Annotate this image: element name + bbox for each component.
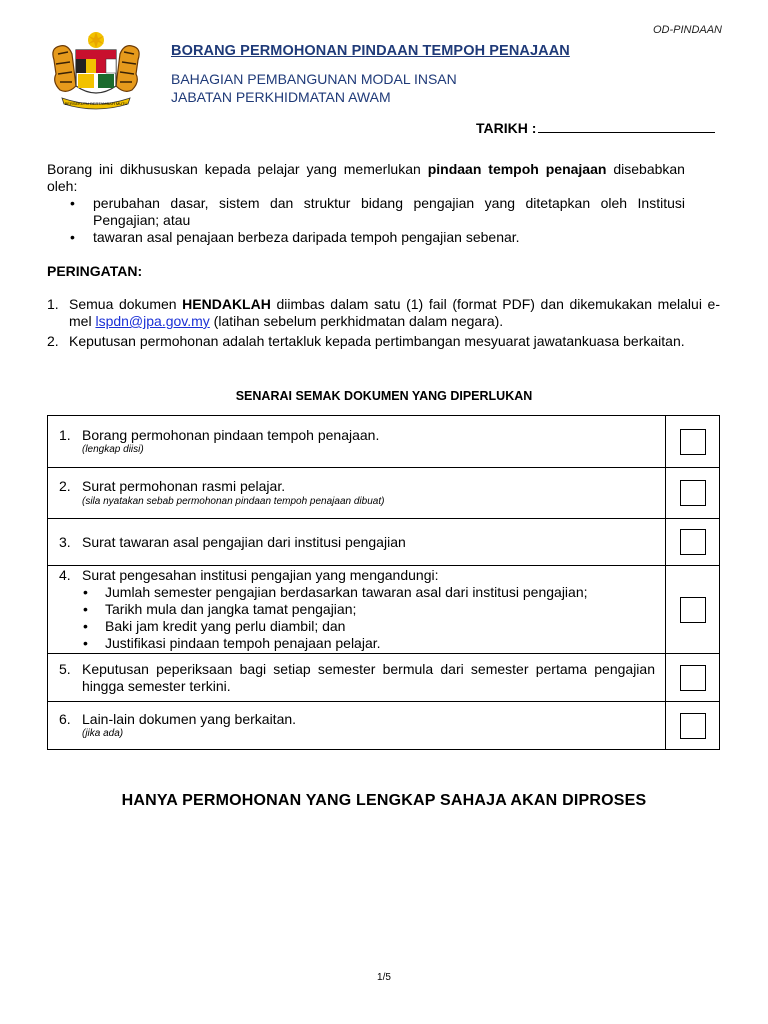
table-row (48, 566, 720, 654)
intro-bold-text: pindaan tempoh penajaan (427, 161, 607, 177)
list-item-text: Jumlah semester pengajian berdasarkan tawaran asal dari institusi pengajian; (105, 583, 588, 600)
department-name: BAHAGIAN PEMBANGUNAN MODAL INSAN (171, 71, 457, 87)
list-item (70, 229, 685, 246)
warning-text: (latihan sebelum perkhidmatan dalam negara). (209, 313, 504, 329)
checklist-table (47, 415, 720, 750)
checklist-item (48, 702, 666, 750)
list-item-text: Tarikh mula dan jangka tamat pengajian; (105, 600, 357, 617)
title-block (171, 43, 570, 106)
bullet-icon: • (83, 583, 88, 600)
checkbox-icon[interactable] (680, 665, 706, 691)
item-text: Surat tawaran asal pengajian dari institusi pengajian (82, 533, 406, 550)
item-text: Surat permohonan rasmi pelajar. (82, 478, 286, 495)
bullet-icon: • (83, 617, 88, 634)
item-number: 6. (59, 710, 71, 727)
item-text: Borang permohonan pindaan tempoh penajaan. (82, 426, 380, 443)
table-row (48, 702, 720, 750)
checklist-item (48, 654, 666, 702)
agency-name: JABATAN PERKHIDMATAN AWAM (171, 89, 391, 105)
item-number: 5. (59, 661, 71, 677)
completion-notice: HANYA PERMOHONAN YANG LENGKAP SAHAJA AKAN DIPROSES (121, 792, 647, 809)
table-row (48, 519, 720, 566)
list-item (83, 618, 655, 635)
list-item-text: Baki jam kredit yang perlu diambil; dan (105, 617, 346, 634)
item-note: (jika ada) (82, 728, 124, 740)
list-item (83, 601, 655, 618)
item-number: 4. (59, 567, 71, 584)
item-note: (lengkap diisi) (82, 444, 144, 456)
checklist-item (48, 519, 666, 566)
warning-item (47, 296, 720, 330)
warning-bold-text: HENDAKLAH (182, 296, 271, 312)
item-text: Surat pengesahan institusi pengajian yang mengandungi: (82, 567, 439, 584)
checklist-heading: SENARAI SEMAK DOKUMEN YANG DIPERLUKAN (235, 389, 533, 403)
checkbox-icon[interactable] (680, 529, 706, 555)
item-number: 1. (47, 296, 59, 312)
date-input-line[interactable] (538, 118, 715, 133)
item-number: 3. (59, 533, 71, 550)
table-row (48, 468, 720, 519)
checkbox-cell (666, 468, 720, 519)
item-number: 2. (47, 333, 59, 349)
warning-heading: PERINGATAN: (47, 263, 143, 279)
warning-text: diimbas dalam satu (1) fail (format PDF) dan dikemukakan melalui e-mel (69, 296, 720, 329)
intro-bullet-list (47, 195, 685, 246)
checkbox-cell (666, 702, 720, 750)
table-row (48, 416, 720, 468)
item-number: 1. (59, 426, 71, 443)
checkbox-icon[interactable] (680, 713, 706, 739)
checkbox-icon[interactable] (680, 597, 706, 623)
checklist-item (48, 468, 666, 519)
list-item (83, 635, 655, 652)
item-text: Lain-lain dokumen yang berkaitan. (82, 710, 297, 727)
warning-item (47, 333, 720, 350)
list-item (83, 584, 655, 601)
crest-motto: BERSEKUTU BERTAMBAH MUTU (64, 101, 128, 106)
list-item (70, 195, 685, 229)
checkbox-cell (666, 566, 720, 654)
bullet-icon: • (83, 634, 88, 651)
item-note: (sila nyatakan sebab permohonan pindaan tempoh penajaan dibuat) (82, 495, 385, 507)
checklist-item (48, 566, 666, 654)
document-code: OD-PINDAAN (652, 24, 722, 36)
table-row (48, 654, 720, 702)
warning-list (47, 296, 720, 350)
bullet-icon: • (70, 195, 75, 211)
checkbox-icon[interactable] (680, 429, 706, 455)
intro-paragraph (47, 161, 685, 246)
date-field[interactable] (476, 118, 715, 136)
sub-list (82, 584, 655, 652)
warning-text: Semua dokumen (69, 296, 183, 312)
email-link[interactable]: lspdn@jpa.gov.my (95, 313, 210, 329)
list-item-text: tawaran asal penajaan berbeza daripada tempoh pengajian sebenar. (93, 229, 520, 245)
malaysia-coat-of-arms-icon (46, 30, 146, 110)
checkbox-cell (666, 519, 720, 566)
checkbox-icon[interactable] (680, 480, 706, 506)
checkbox-cell (666, 416, 720, 468)
item-number: 2. (59, 478, 71, 495)
date-label: TARIKH : (476, 120, 537, 136)
item-text: Keputusan peperiksaan bagi setiap semester bermula dari semester pertama pengajian hingga semester terkini. (82, 661, 655, 694)
intro-text-end: disebabkan oleh: (47, 161, 685, 194)
bullet-icon: • (70, 229, 75, 245)
list-item-text: Justifikasi pindaan tempoh penajaan pelajar. (105, 634, 381, 651)
form-title: BORANG PERMOHONAN PINDAAN TEMPOH PENAJAAN (171, 43, 570, 59)
bullet-icon: • (83, 600, 88, 617)
list-item-text: perubahan dasar, sistem dan struktur bidang pengajian yang ditetapkan oleh Institusi Pengajian; atau (93, 195, 685, 228)
page-number: 1/5 (377, 972, 391, 983)
intro-text: Borang ini dikhususkan kepada pelajar yang memerlukan (47, 161, 428, 177)
checkbox-cell (666, 654, 720, 702)
checklist-item (48, 416, 666, 468)
warning-text: Keputusan permohonan adalah tertakluk kepada pertimbangan mesyuarat jawatankuasa berkaitan. (69, 333, 685, 349)
